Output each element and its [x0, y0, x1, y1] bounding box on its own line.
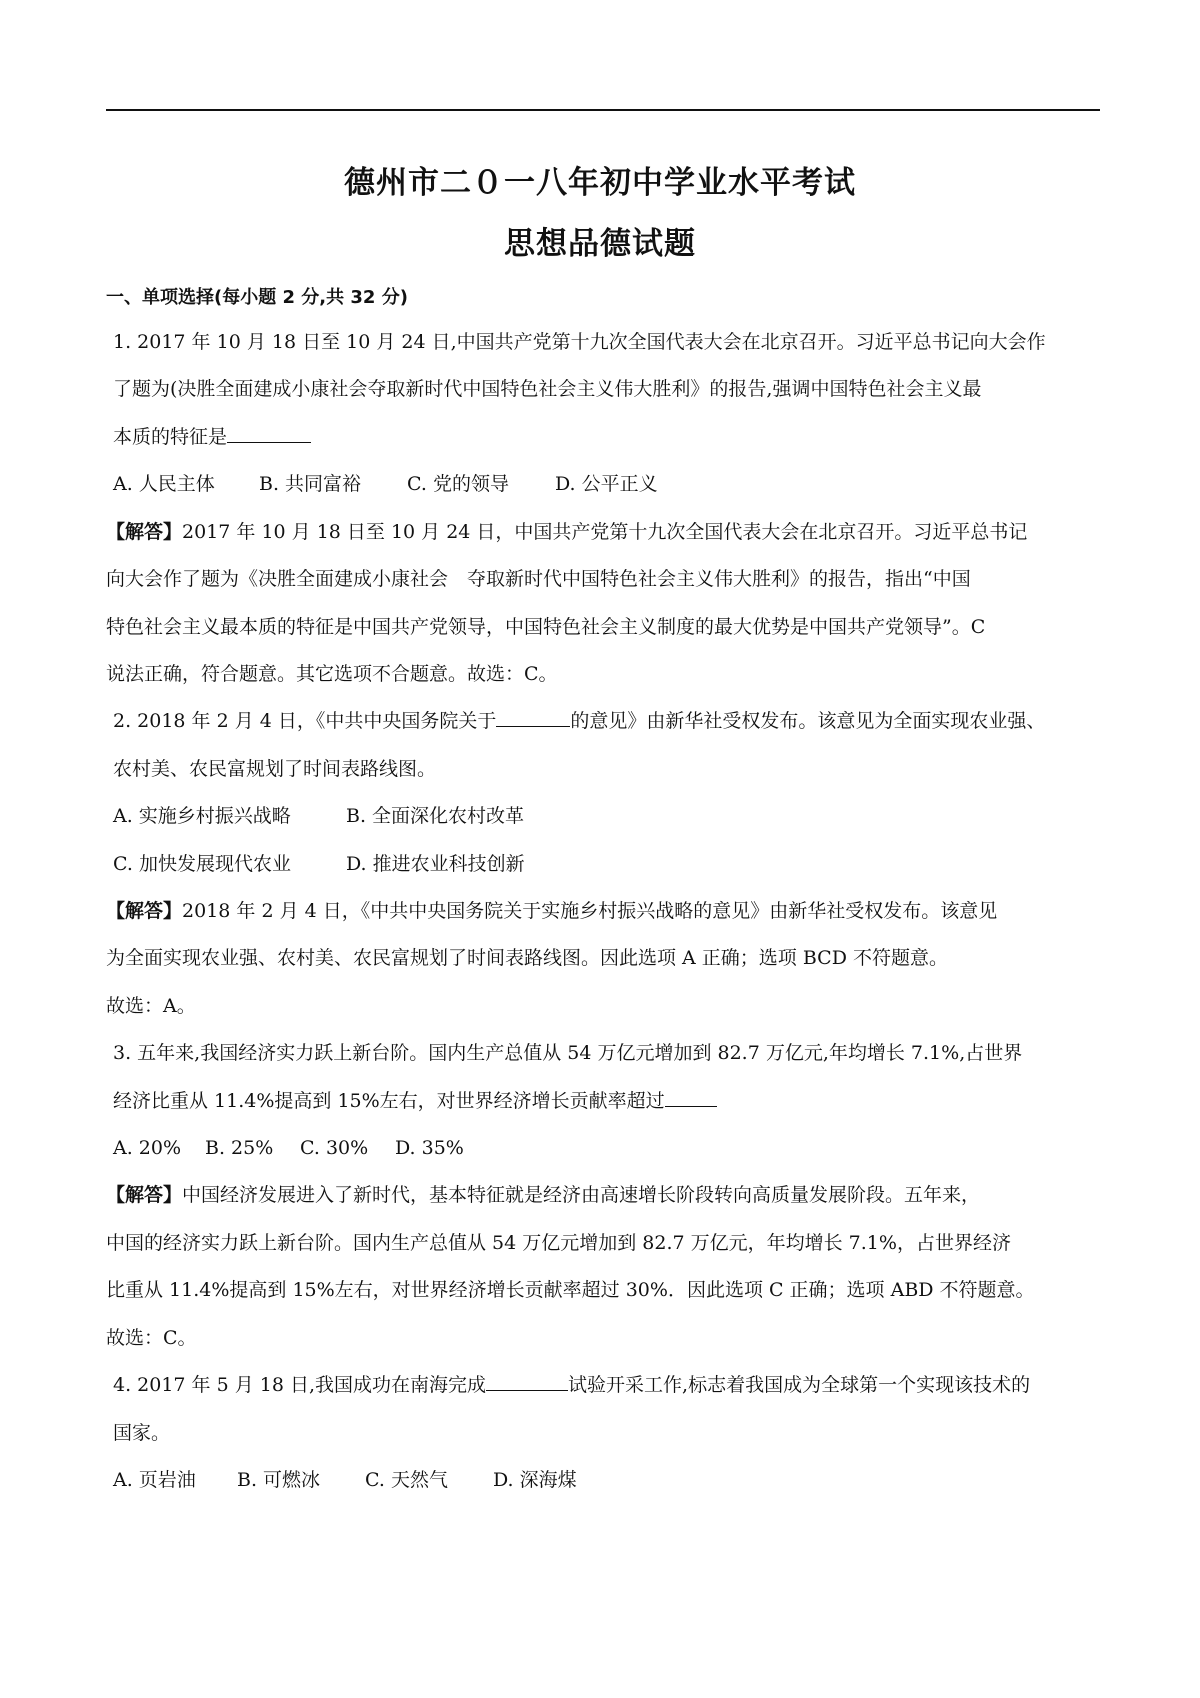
q3-option-a: A. 20%: [113, 1137, 182, 1159]
q4-option-d: D. 深海煤: [493, 1469, 577, 1491]
q2-options-row-2: [113, 852, 525, 876]
q1-stem-line-1: 1. 2017 年 10 月 18 日至 10 月 24 日,中国共产党第十九次全国代表大会在北京召开。习近平总书记向大会作: [113, 331, 1046, 353]
q4-stem-text-b: 试验开采工作,标志着我国成为全球第一个实现该技术的: [568, 1374, 1031, 1396]
q2-stem-line-1: [113, 709, 1045, 733]
q3-answer-line-3: 比重从 11.4%提高到 15%左右，对世界经济增长贡献率超过 30%．因此选项 C 正确；选项 ABD 不符题意。: [106, 1279, 1035, 1301]
q3-options: [113, 1136, 464, 1160]
q1-option-c: C. 党的领导: [407, 473, 509, 495]
q4-stem-text-a: 4. 2017 年 5 月 18 日,我国成功在南海完成: [113, 1374, 487, 1396]
q2-answer-text: 2018 年 2 月 4 日，《中共中央国务院关于实施乡村振兴战略的意见》由新华社受权发布。该意见: [182, 900, 998, 922]
q1-answer-text: 2017 年 10 月 18 日至 10 月 24 日，中国共产党第十九次全国代表大会在北京召开。习近平总书记: [182, 521, 1028, 543]
q3-stem-text: 经济比重从 11.4%提高到 15%左右，对世界经济增长贡献率超过: [113, 1090, 665, 1112]
q3-option-b: B. 25%: [205, 1137, 274, 1159]
q2-answer-line-3: 故选：A。: [106, 995, 196, 1017]
q1-answer-line-2: 向大会作了题为《决胜全面建成小康社会 夺取新时代中国特色社会主义伟大胜利》的报告，指出“中国: [106, 568, 971, 590]
q3-answer-text: 中国经济发展进入了新时代，基本特征就是经济由高速增长阶段转向高质量发展阶段。五年来，: [182, 1184, 981, 1206]
q1-option-a: A. 人民主体: [113, 473, 215, 495]
q1-option-b: B. 共同富裕: [259, 473, 362, 495]
q1-stem-line-3: [113, 425, 311, 449]
q2-option-d: D. 推进农业科技创新: [346, 853, 525, 875]
answer-label: 【解答】: [106, 900, 183, 922]
q3-stem-line-2: [113, 1089, 717, 1113]
q3-answer-line-1: [106, 1183, 980, 1207]
exam-title: 德州市二０一八年初中学业水平考试: [344, 165, 856, 201]
q4-option-c: C. 天然气: [365, 1469, 448, 1491]
q2-stem-text-a: 2. 2018 年 2 月 4 日，《中共中央国务院关于: [113, 710, 497, 732]
q4-stem-line-2: 国家。: [113, 1422, 171, 1444]
answer-blank: [486, 1374, 568, 1391]
q2-stem-line-2: 农村美、农民富规划了时间表路线图。: [113, 758, 437, 780]
answer-blank: [665, 1090, 717, 1107]
q3-answer-line-2: 中国的经济实力跃上新台阶。国内生产总值从 54 万亿元增加到 82.7 万亿元，年均增长 7.1%，占世界经济: [106, 1232, 1011, 1254]
header-rule: [106, 109, 1100, 111]
q1-options: [113, 472, 658, 496]
q3-option-d: D. 35%: [395, 1137, 464, 1159]
q1-option-d: D. 公平正义: [555, 473, 658, 495]
q4-stem-line-1: [113, 1373, 1030, 1397]
q2-options-row-1: [113, 804, 524, 828]
section-heading: 一、单项选择(每小题 2 分,共 32 分): [106, 287, 408, 308]
q2-answer-line-2: 为全面实现农业强、农村美、农民富规划了时间表路线图。因此选项 A 正确；选项 BCD 不符题意。: [106, 947, 948, 969]
q3-answer-line-4: 故选：C。: [106, 1327, 197, 1349]
answer-blank: [227, 426, 311, 443]
exam-subtitle: 思想品德试题: [504, 226, 696, 262]
q1-answer-line-3: 特色社会主义最本质的特征是中国共产党领导，中国特色社会主义制度的最大优势是中国共产党领导”。C: [106, 616, 986, 638]
q1-answer-line-4: 说法正确，符合题意。其它选项不合题意。故选：C。: [106, 663, 558, 685]
answer-label: 【解答】: [106, 521, 183, 543]
answer-label: 【解答】: [106, 1184, 183, 1206]
q1-answer-line-1: [106, 520, 1027, 544]
q2-stem-text-b: 的意见》由新华社受权发布。该意见为全面实现农业强、: [570, 710, 1046, 732]
q2-answer-line-1: [106, 899, 997, 923]
answer-blank: [496, 710, 570, 727]
q4-option-a: A. 页岩油: [113, 1469, 196, 1491]
q3-option-c: C. 30%: [300, 1137, 369, 1159]
q2-option-b: B. 全面深化农村改革: [346, 805, 525, 827]
q4-options: [113, 1468, 577, 1492]
q3-stem-line-1: 3. 五年来,我国经济实力跃上新台阶。国内生产总值从 54 万亿元增加到 82.7 万亿元,年均增长 7.1%,占世界: [113, 1042, 1023, 1064]
q4-option-b: B. 可燃冰: [237, 1469, 321, 1491]
q2-option-c: C. 加快发展现代农业: [113, 853, 291, 875]
q1-stem-text: 本质的特征是: [113, 426, 228, 448]
q2-option-a: A. 实施乡村振兴战略: [113, 805, 291, 827]
q1-stem-line-2: 了题为(决胜全面建成小康社会夺取新时代中国特色社会主义伟大胜利》的报告,强调中国特色社会主义最: [113, 378, 982, 400]
